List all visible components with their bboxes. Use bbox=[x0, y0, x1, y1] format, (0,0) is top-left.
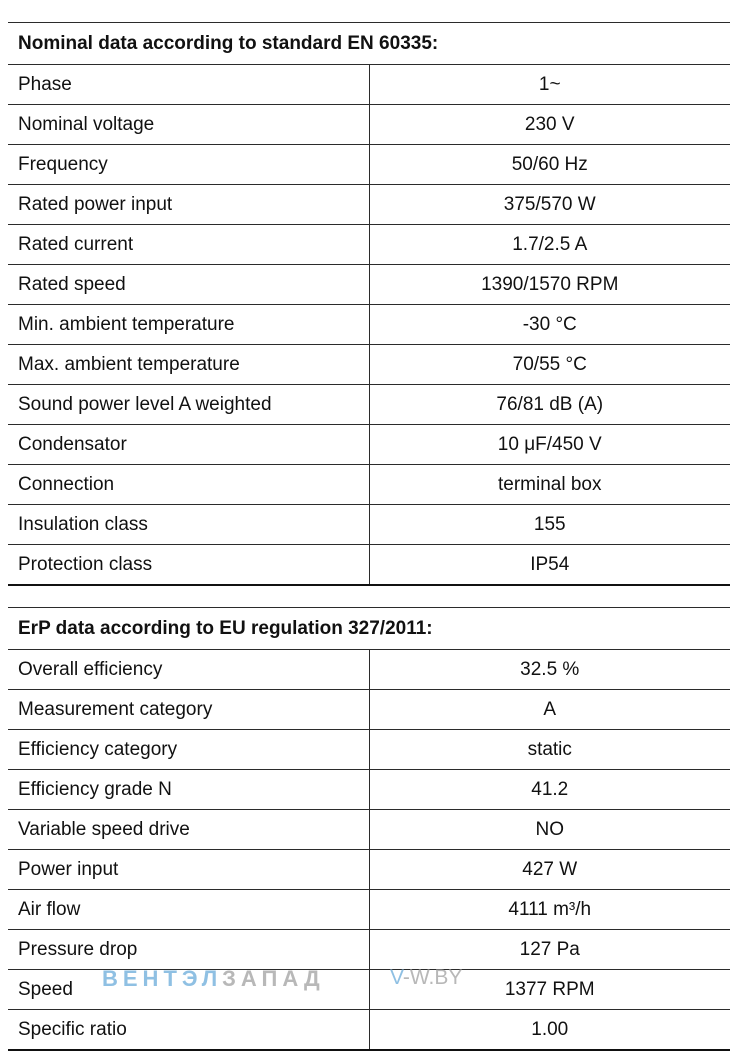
table-row bbox=[8, 650, 730, 690]
row-label: Rated speed bbox=[8, 265, 369, 305]
row-value: 10 μF/450 V bbox=[369, 425, 730, 465]
row-value: 4111 m³/h bbox=[369, 890, 730, 930]
row-label: Insulation class bbox=[8, 505, 369, 545]
row-value: 76/81 dB (A) bbox=[369, 385, 730, 425]
table-row bbox=[8, 105, 730, 145]
table-row bbox=[8, 345, 730, 385]
row-label: Rated power input bbox=[8, 185, 369, 225]
row-value: 1.7/2.5 A bbox=[369, 225, 730, 265]
row-value: -30 °C bbox=[369, 305, 730, 345]
row-label: Min. ambient temperature bbox=[8, 305, 369, 345]
row-label: Overall efficiency bbox=[8, 650, 369, 690]
table-row bbox=[8, 65, 730, 105]
row-value: 375/570 W bbox=[369, 185, 730, 225]
table-row bbox=[8, 185, 730, 225]
row-value: IP54 bbox=[369, 545, 730, 586]
table-row bbox=[8, 810, 730, 850]
table-row bbox=[8, 890, 730, 930]
table-row bbox=[8, 770, 730, 810]
table-row bbox=[8, 730, 730, 770]
row-value: 1377 RPM bbox=[369, 970, 730, 1010]
row-label: Measurement category bbox=[8, 690, 369, 730]
table-row bbox=[8, 225, 730, 265]
row-value: 32.5 % bbox=[369, 650, 730, 690]
table-row bbox=[8, 305, 730, 345]
row-label: Variable speed drive bbox=[8, 810, 369, 850]
table-row bbox=[8, 505, 730, 545]
watermark-site-part1: V bbox=[390, 966, 403, 989]
table-row bbox=[8, 1010, 730, 1051]
row-value: 427 W bbox=[369, 850, 730, 890]
table-row bbox=[8, 545, 730, 586]
row-value: static bbox=[369, 730, 730, 770]
nominal-data-header-row bbox=[8, 23, 730, 65]
row-value: 127 Pa bbox=[369, 930, 730, 970]
row-label: Condensator bbox=[8, 425, 369, 465]
erp-data-title: ErP data according to EU regulation 327/2011: bbox=[8, 608, 730, 650]
row-label: Nominal voltage bbox=[8, 105, 369, 145]
nominal-data-table bbox=[8, 22, 730, 586]
watermark-brand-part1: ВЕНТЭЛ bbox=[102, 966, 223, 991]
row-label: Sound power level A weighted bbox=[8, 385, 369, 425]
row-value: 1390/1570 RPM bbox=[369, 265, 730, 305]
row-label: Protection class bbox=[8, 545, 369, 586]
row-value: 230 V bbox=[369, 105, 730, 145]
table-row bbox=[8, 850, 730, 890]
row-value: NO bbox=[369, 810, 730, 850]
row-value: A bbox=[369, 690, 730, 730]
watermark-brand-part2: ЗАПАД bbox=[222, 966, 325, 991]
table-row bbox=[8, 690, 730, 730]
table-row bbox=[8, 465, 730, 505]
table-row bbox=[8, 145, 730, 185]
table-row bbox=[8, 265, 730, 305]
row-label: Phase bbox=[8, 65, 369, 105]
table-row bbox=[8, 930, 730, 970]
row-value: 50/60 Hz bbox=[369, 145, 730, 185]
nominal-data-title: Nominal data according to standard EN 60335: bbox=[8, 23, 730, 65]
row-value: 1~ bbox=[369, 65, 730, 105]
row-value: 155 bbox=[369, 505, 730, 545]
watermark-site-part2: -W.BY bbox=[402, 966, 463, 989]
row-label: Frequency bbox=[8, 145, 369, 185]
row-label: Max. ambient temperature bbox=[8, 345, 369, 385]
row-label: Pressure drop bbox=[8, 930, 369, 970]
watermark-site bbox=[390, 966, 462, 990]
row-value: 70/55 °C bbox=[369, 345, 730, 385]
row-label: Air flow bbox=[8, 890, 369, 930]
row-value: 41.2 bbox=[369, 770, 730, 810]
row-label: Rated current bbox=[8, 225, 369, 265]
erp-data-header-row bbox=[8, 608, 730, 650]
table-row bbox=[8, 385, 730, 425]
row-label: Connection bbox=[8, 465, 369, 505]
row-label: Efficiency category bbox=[8, 730, 369, 770]
row-label: Speed bbox=[8, 970, 369, 1010]
watermark-brand bbox=[102, 966, 325, 992]
row-label: Efficiency grade N bbox=[8, 770, 369, 810]
table-row bbox=[8, 425, 730, 465]
row-label: Power input bbox=[8, 850, 369, 890]
row-value: 1.00 bbox=[369, 1010, 730, 1051]
row-label: Specific ratio bbox=[8, 1010, 369, 1051]
row-value: terminal box bbox=[369, 465, 730, 505]
